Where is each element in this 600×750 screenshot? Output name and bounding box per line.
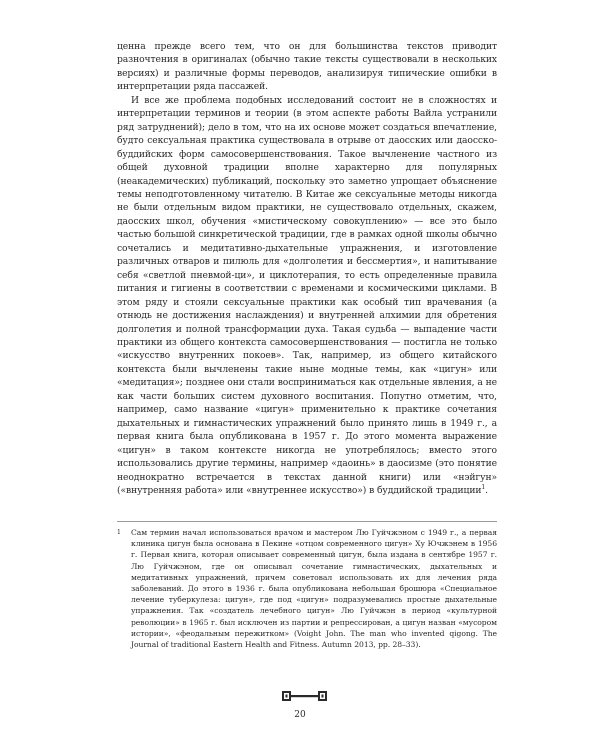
paragraph-2-text: И все же проблема подобных исследований состоит не в сложностях и интерпретации терминов и теории (в этом аспекте работы Вайла устранили ряд затруднений); дело в том, что на их основе может создаться впечатление, будто сексуальная практика существовала в отрыве от даосских или даосско-буддийских форм самосовершенствования. Такое вычленение частного из общей духовной традиции вполне характерно для популярных (неакадемических) публикаций, поскольку это заметно упрощает объяснение темы неподготовленному читателю. В Китае же сексуальные методы никогда не были отдельным видом практики, не существовало отдельных, скажем, даосских школ, обучения «мистическому совокуплению» — все это было частью большой синкретической традиции, где в рамках одной школы обычно сочетались и медитативно-дыхательные упражнения, и изготовление различных отваров и пилюль для «долголетия и бессмертия», и напитывание себя «светлой пневмой-ци», и циклотерапия, то есть определенные правила питания и гигиены в соответствии с временами и космическими циклами. В этом ряду и стояли сексуальные практики как особый тип врачевания (а отнюдь не достижения наслаждения) и внутренней алхимии для обретения долголетия и полной трансформации духа. Такая судьба — выпадение части практики из общего контекста самосовершенствования — постигла не только «искусство внутренних покоев». Так, например, из общего китайского контекста были вычленены такие ныне модные темы, как «цигун» или «медитация»; позднее они стали восприниматься как отдельные явления, а не как части больших систем духовного воспитания. Попутно отметим, что, например, само название «цигун» применительно к практике сочетания дыхательных и гимнастических упражнений было принято лишь в 1949 г., а первая книга была опубликована в 1957 г. До этого момента выражение «цигун» в таком контексте никогда не употреблялось; вместо этого использовались другие термины, например «даоинь» в даосизме (это понятие неоднократно встречается в текстах данной книги) или «нэйгун» («внутренняя работа» или «внутреннее искусство») в буддийской традиции (117, 94, 497, 496)
paragraph-2-end: . (485, 484, 488, 496)
footnote-reference[interactable]: 1 (481, 483, 486, 491)
ornament-icon (282, 690, 327, 702)
footnote-mark: 1 (117, 529, 121, 536)
page-number: 20 (294, 710, 306, 720)
footnote-text: Сам термин начал использоваться врачом и мастером Лю Гуйчжэном с 1949 г., а первая клиника цигун была основана в Пекине «отцом современного цигун» Ху Ючжэнем в 1956 г. Первая книга, которая описывает современный цигун, была издана в сентябре 1957 г. Лю Гуйчжэном, где он описывал сочетание гимнастических, дыхательных и медитативных упражнений, причем советовал использовать их для лечения ряда заболеваний. До этого в 1936 г. была опубликована небольшая брошюра «Специальное лечение туберкулеза: цигун», где под «цигун» подразумевались простые дыхательные упражнения. Так «создатель лечебного цигун» Лю Гуйчжэн в период «культурной революции» в 1965 г. был исключен из партии и репрессирован, а цигун назван «мусором истории», «феодальным пережитком» (Voight John. The man who invented qigong. The Journal of traditional Eastern Health and Fitness. Autumn 2013, pp. 28–33). (131, 528, 497, 650)
footnote-divider (117, 521, 497, 522)
paragraph-1: ценна прежде всего тем, что он для большинства текстов приводит разночтения в оригиналах (обычно такие тексты существовали в нескольких версиях) и различные формы переводов, анализируя типические ошибки в интерпретации ряда пассажей. (117, 41, 497, 93)
paragraph-2 (117, 94, 497, 498)
footnote (117, 527, 497, 650)
main-text (117, 40, 497, 497)
